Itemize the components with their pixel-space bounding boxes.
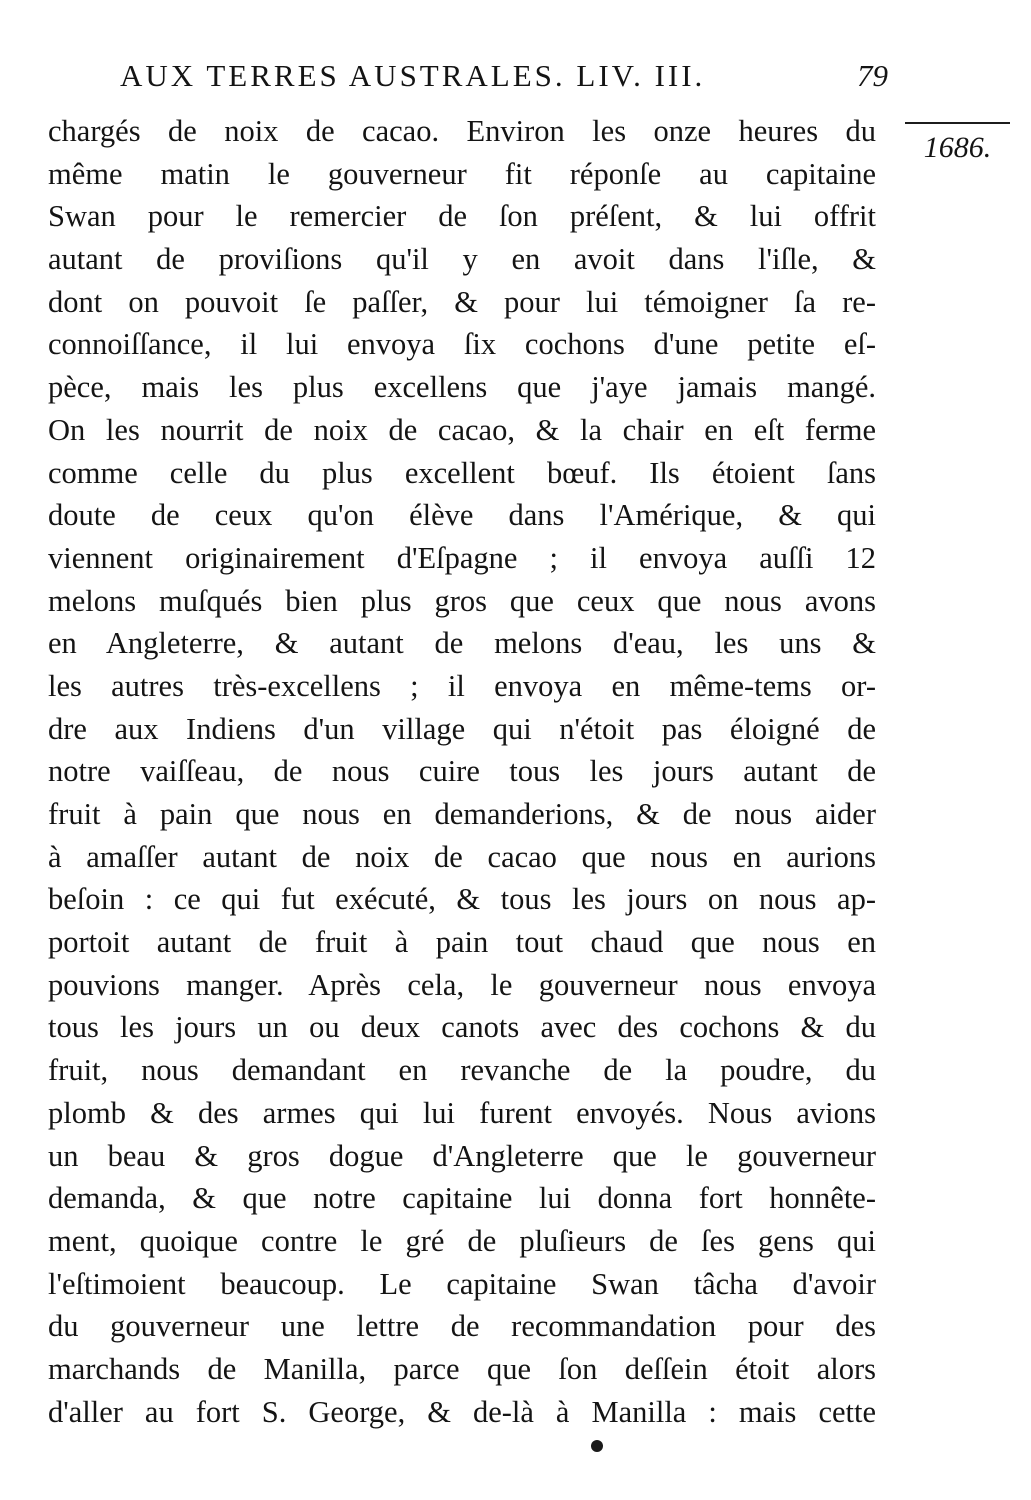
text-line: ment, quoique contre le gré de pluſieurs de ſes gens qui (48, 1223, 876, 1258)
text-line: comme celle du plus excellent bœuf. Ils étoient ſans (48, 455, 876, 490)
text-line: fruit à pain que nous en demanderions, & de nous aider (48, 797, 876, 831)
text-line: chargés de noix de cacao. Environ les onze heures du (48, 114, 876, 148)
running-title: AUX TERRES AUSTRALES. LIV. III. (120, 58, 706, 93)
text-line: un beau & gros dogue d'Angleterre que le gouverneur (48, 1138, 876, 1173)
margin-year-note: 1686. (905, 122, 1010, 166)
text-line: dont on pouvoit ſe paſſer, & pour lui témoigner ſa re- (48, 284, 876, 319)
text-line: portoit autant de fruit à pain tout chaud que nous en (48, 925, 876, 960)
text-line: plomb & des armes qui lui furent envoyés. Nous avions (48, 1095, 876, 1130)
text-line: connoiſſance, il lui envoya ſix cochons d'une petite eſ- (48, 327, 876, 362)
text-line: Swan pour le remercier de ſon préſent, & lui offrit (48, 199, 876, 234)
text-line: pèce, mais les plus excellens que j'aye jamais mangé. (48, 370, 876, 405)
text-line: doute de ceux qu'on élève dans l'Amérique, & qui (48, 498, 876, 533)
running-head (120, 52, 888, 100)
text-line: fruit, nous demandant en revanche de la poudre, du (48, 1053, 876, 1088)
text-line: notre vaiſſeau, de nous cuire tous les jours autant de (48, 754, 876, 789)
text-line: pouvions manger. Après cela, le gouverneur nous envoya (48, 967, 876, 1002)
text-line: même matin le gouverneur fit réponſe au capitaine (48, 156, 876, 191)
text-line: On les nourrit de noix de cacao, & la chair en eſt ferme (48, 412, 876, 447)
text-line: marchands de Manilla, parce que ſon deſſein étoit alors (48, 1351, 876, 1386)
text-line: à amaſſer autant de noix de cacao que nous en aurions (48, 839, 876, 874)
text-line: melons muſqués bien plus gros que ceux que nous avons (48, 583, 876, 618)
body-text (48, 110, 876, 1433)
text-line: autant de proviſions qu'il y en avoit dans l'iſle, & (48, 242, 876, 277)
page-number: 79 (857, 58, 888, 93)
signature-mark (591, 1440, 605, 1454)
text-line: d'aller au fort S. George, & de-là à Manilla : mais cette (48, 1394, 876, 1429)
text-line: dre aux Indiens d'un village qui n'étoit pas éloigné de (48, 711, 876, 746)
text-line: en Angleterre, & autant de melons d'eau, les uns & (48, 626, 876, 661)
text-line: demanda, & que notre capitaine lui donna fort honnête- (48, 1181, 876, 1216)
signature-dot (591, 1440, 603, 1452)
text-line: du gouverneur une lettre de recommandation pour des (48, 1309, 876, 1344)
text-line: l'eſtimoient beaucoup. Le capitaine Swan tâcha d'avoir (48, 1266, 876, 1301)
text-line: beſoin : ce qui fut exécuté, & tous les jours on nous ap- (48, 882, 876, 917)
text-line: les autres très-excellens ; il envoya en même-tems or- (48, 668, 876, 703)
text-line: tous les jours un ou deux canots avec des cochons & du (48, 1010, 876, 1045)
text-line: viennent originairement d'Eſpagne ; il envoya auſſi 12 (48, 540, 876, 575)
